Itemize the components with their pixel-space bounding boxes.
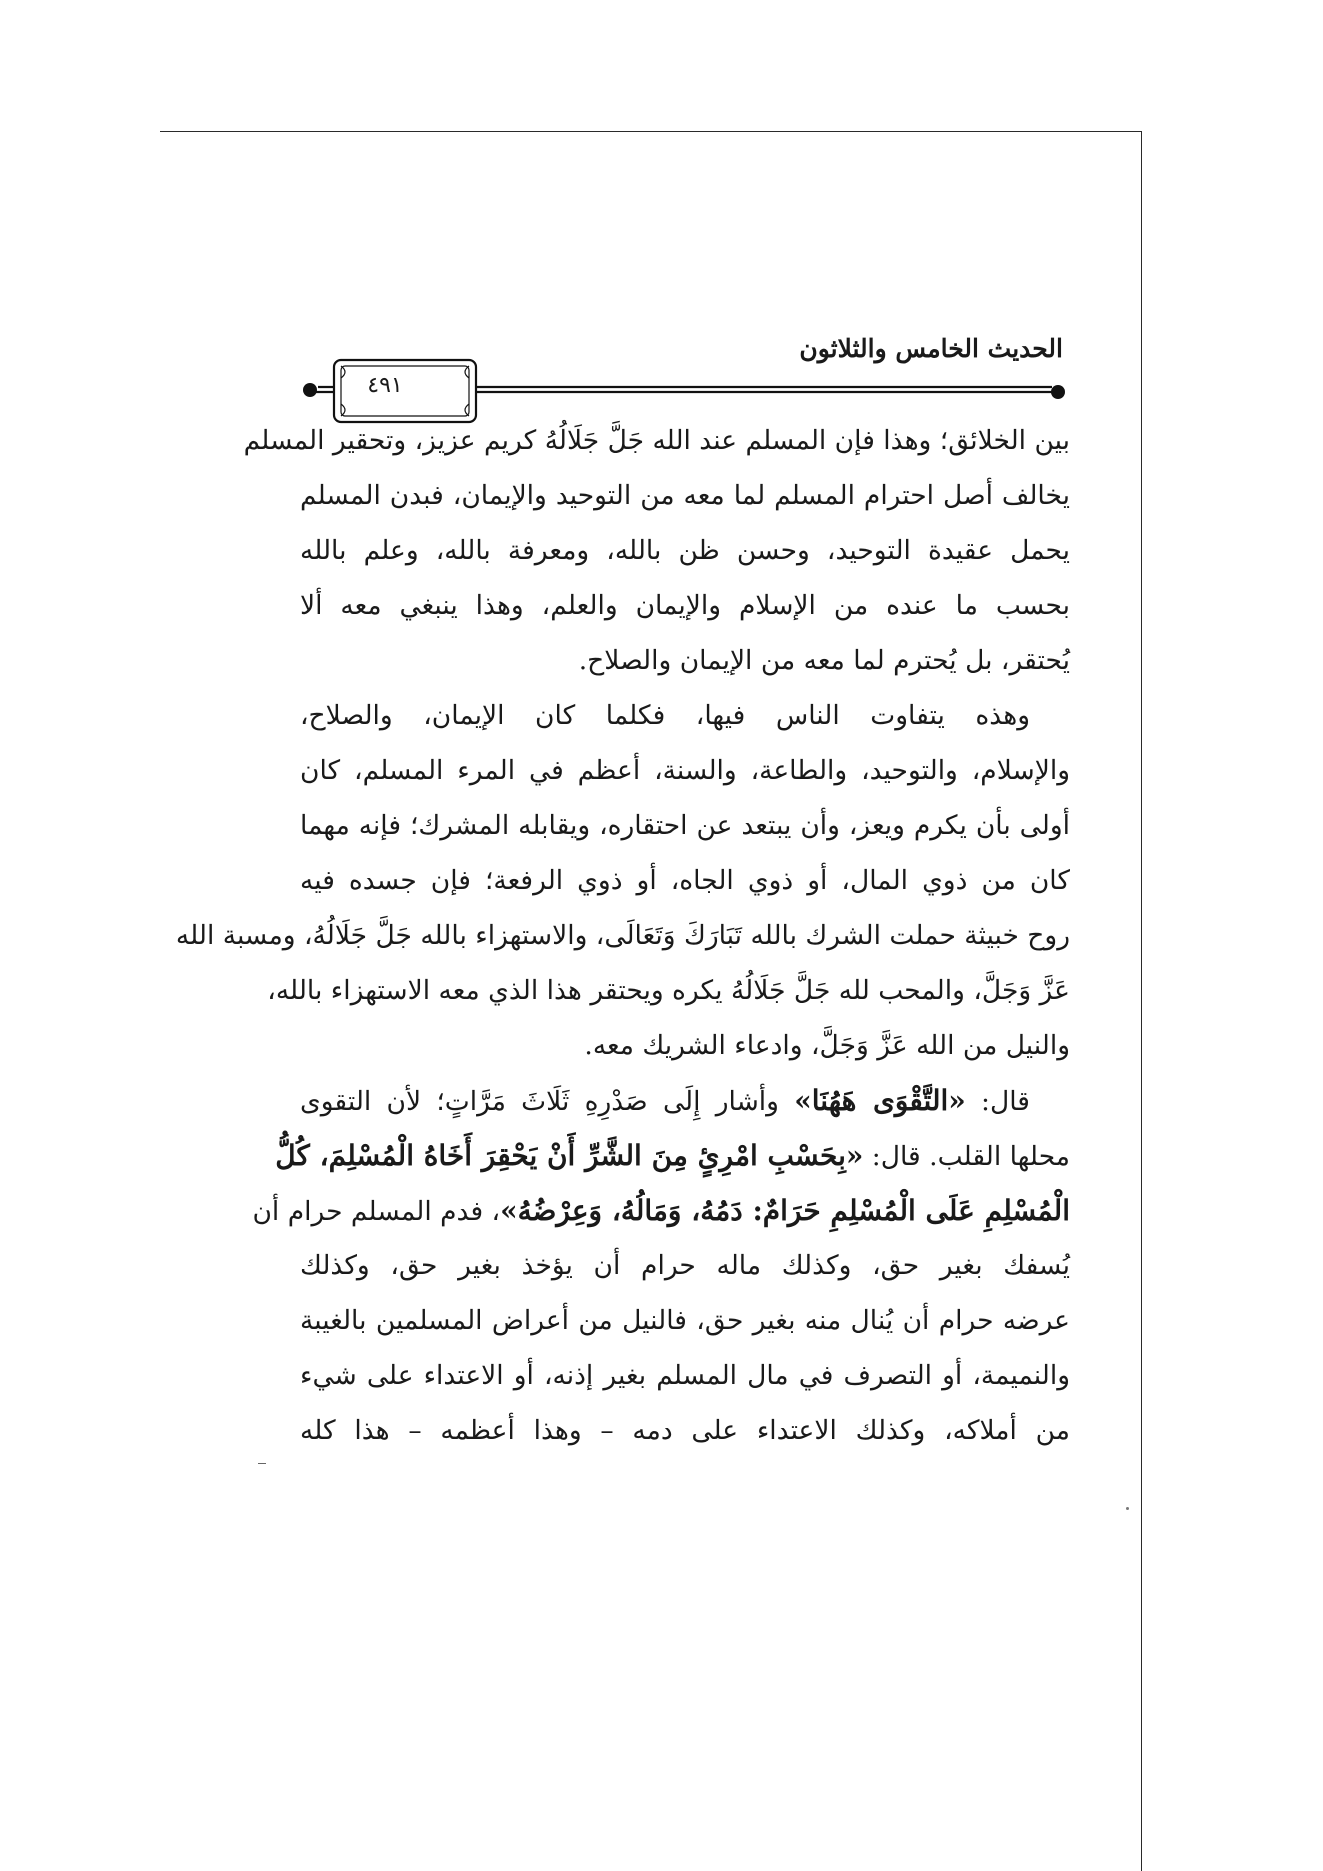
scan-border-right xyxy=(1141,131,1142,1871)
text-line: عَزَّ وَجَلَّ، والمحب لله جَلَّ جَلَالُهُ يكره ويحتقر هذا الذي معه الاستهزاء بالله، xyxy=(267,975,1070,1006)
text-line: عرضه حرام أن يُنال منه بغير حق، فالنيل من أعراض المسلمين بالغيبة xyxy=(300,1305,1070,1336)
chapter-title: الحديث الخامس والثلاثون xyxy=(799,334,1063,363)
scan-artifact-dot xyxy=(1126,1507,1129,1510)
body-text xyxy=(175,413,1070,1458)
text-line: من أملاكه، وكذلك الاعتداء على دمه – وهذا أعظمه – هذا كله xyxy=(300,1415,1070,1446)
text-line: قال: «التَّقْوَى هَهُنَا» وأشار إِلَى صَدْرِهِ ثَلَاثَ مَرَّاتٍ؛ لأن التقوى xyxy=(300,1084,1030,1117)
text-line: وهذه يتفاوت الناس فيها، فكلما كان الإيمان، والصلاح، xyxy=(300,700,1030,731)
text-line: يُسفك بغير حق، وكذلك ماله حرام أن يؤخذ بغير حق، وكذلك xyxy=(300,1250,1070,1281)
scan-artifact-mark xyxy=(258,1463,266,1464)
text-line: يحمل عقيدة التوحيد، وحسن ظن بالله، ومعرفة بالله، وعلم بالله xyxy=(300,535,1070,566)
text-line: أولى بأن يكرم ويعز، وأن يبتعد عن احتقاره، ويقابله المشرك؛ فإنه مهما xyxy=(300,810,1070,841)
hadith-quote: «التَّقْوَى هَهُنَا» xyxy=(794,1084,966,1117)
text-line: محلها القلب. قال: «بِحَسْبِ امْرِئٍ مِنَ الشَّرِّ أَنْ يَحْقِرَ أَخَاهُ الْمُسْلِمَ، كُلُّ xyxy=(275,1139,1070,1172)
text-line: كان من ذوي المال، أو ذوي الجاه، أو ذوي الرفعة؛ فإن جسده فيه xyxy=(300,865,1070,896)
hadith-quote: الْمُسْلِمِ عَلَى الْمُسْلِمِ حَرَامٌ: دَمُهُ، وَمَالُهُ، وَعِرْضُهُ» xyxy=(500,1194,1070,1227)
text-line: الْمُسْلِمِ عَلَى الْمُسْلِمِ حَرَامٌ: دَمُهُ، وَمَالُهُ، وَعِرْضُهُ»، فدم المسلم حرام أن xyxy=(252,1194,1070,1227)
hadith-quote: «بِحَسْبِ امْرِئٍ مِنَ الشَّرِّ أَنْ يَحْقِرَ أَخَاهُ الْمُسْلِمَ، كُلُّ xyxy=(275,1139,864,1172)
text-line: يخالف أصل احترام المسلم لما معه من التوحيد والإيمان، فبدن المسلم xyxy=(300,480,1070,511)
text-line: والنميمة، أو التصرف في مال المسلم بغير إذنه، أو الاعتداء على شيء xyxy=(300,1360,1070,1391)
text-line: روح خبيثة حملت الشرك بالله تَبَارَكَ وَتَعَالَى، والاستهزاء بالله جَلَّ جَلَالُهُ، ومسبة الله xyxy=(175,920,1070,951)
scan-border-top xyxy=(160,131,1142,132)
page-number: ٤٩١ xyxy=(367,373,403,398)
text-line: بين الخلائق؛ وهذا فإن المسلم عند الله جَلَّ جَلَالُهُ كريم عزيز، وتحقير المسلم xyxy=(243,425,1070,456)
text-line: والنيل من الله عَزَّ وَجَلَّ، وادعاء الشريك معه. xyxy=(584,1030,1070,1061)
text-line: يُحتقر، بل يُحترم لما معه من الإيمان والصلاح. xyxy=(578,645,1070,676)
text-line: والإسلام، والتوحيد، والطاعة، والسنة، أعظم في المرء المسلم، كان xyxy=(300,755,1070,786)
text-line: بحسب ما عنده من الإسلام والإيمان والعلم، وهذا ينبغي معه ألا xyxy=(300,590,1070,621)
